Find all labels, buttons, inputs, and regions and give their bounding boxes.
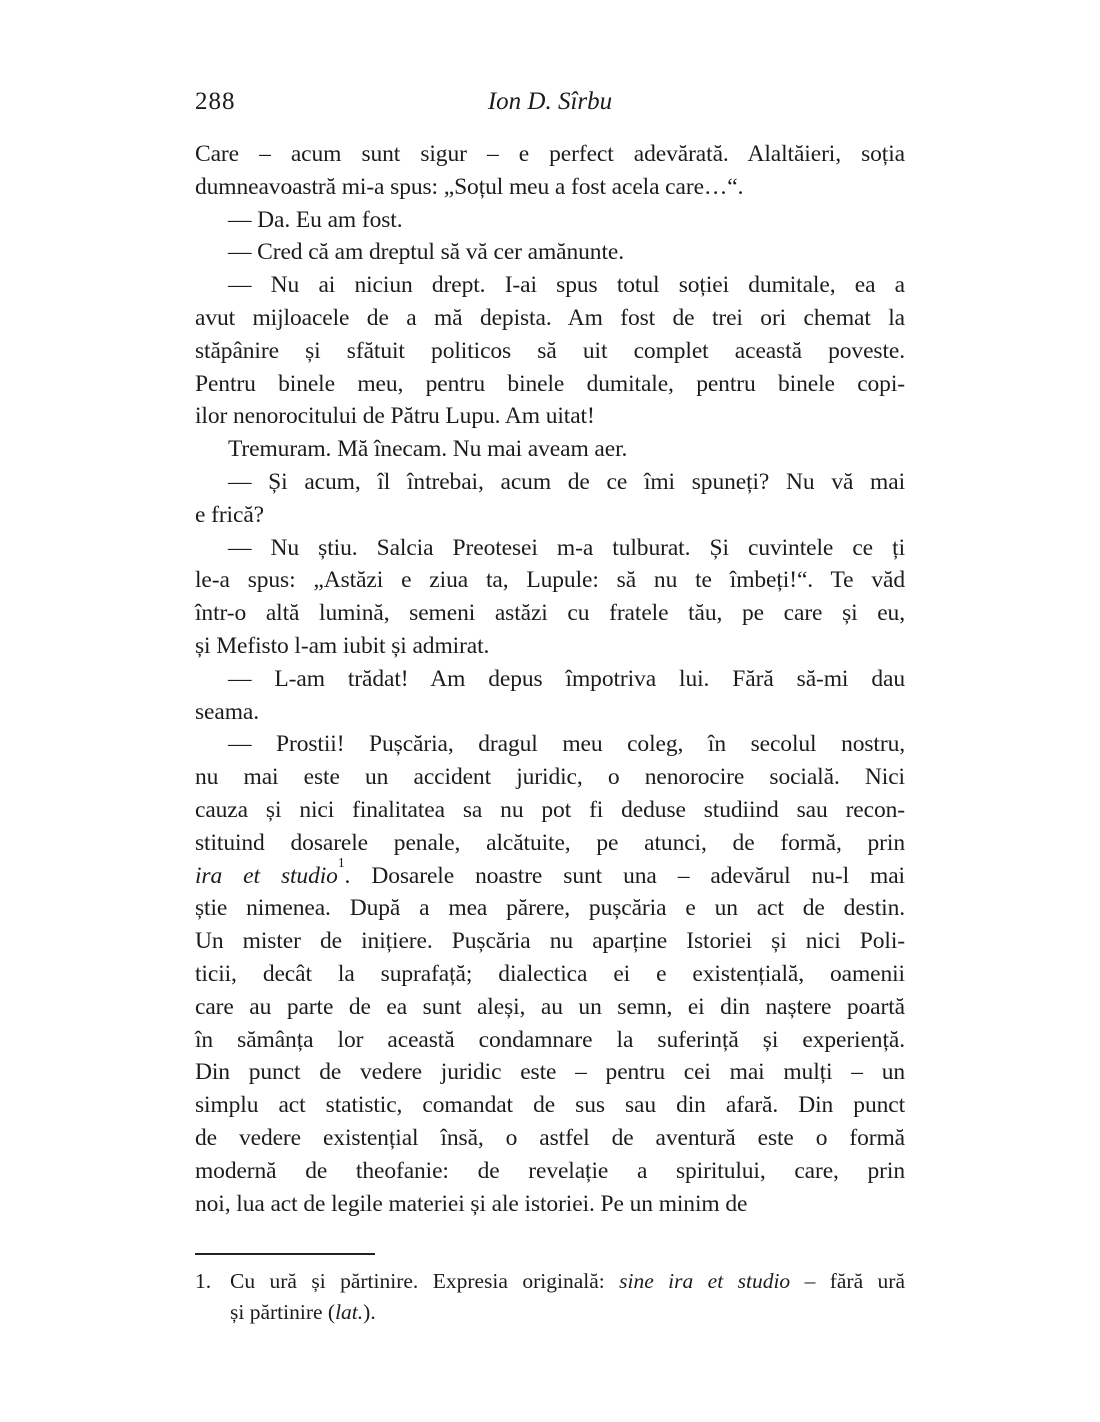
footnote-text <box>195 1266 905 1328</box>
text-line: avut mijloacele de a mă depista. Am fost de trei ori chemat la <box>195 304 905 331</box>
text-line: de vedere existențial însă, o astfel de aventură este o formă <box>195 1124 905 1151</box>
text-line: noi, lua act de legile materiei și ale istoriei. Pe un minim de <box>195 1190 748 1217</box>
text-line: — Nu știu. Salcia Preotesei m-a tulburat. Și cuvintele ce ți <box>228 534 905 561</box>
text-line: e frică? <box>195 501 264 528</box>
text-line: simplu act statistic, comandat de sus sau din afară. Din punct <box>195 1092 905 1119</box>
page-header <box>195 86 905 118</box>
text-line: Care – acum sunt sigur – e perfect adevărată. Alaltăieri, soția <box>195 141 905 167</box>
text-line: seama. <box>195 698 259 725</box>
text-line: Din punct de vedere juridic este – pentru cei mai mulți – un <box>195 1059 905 1086</box>
running-title: Ion D. Sîrbu <box>487 88 613 115</box>
text-line: stăpânire și sfătuit politicos să uit complet această poveste. <box>195 337 905 364</box>
text-line: nu mai este un accident juridic, o nenorocire socială. Nici <box>195 764 905 791</box>
text-line: știe nimenea. După a mea părere, pușcăria e un act de destin. <box>195 895 905 922</box>
text-line: dumneavoastră mi-a spus: „Soțul meu a fost acela care…“. <box>195 173 744 200</box>
page-number: 288 <box>195 88 236 115</box>
text-line: și părtinire (lat.). <box>230 1300 376 1324</box>
body-text <box>195 138 905 1220</box>
text-line: Pentru binele meu, pentru binele dumitale, pentru binele copi- <box>195 370 905 397</box>
text-line: — Prostii! Pușcăria, dragul meu coleg, în secolul nostru, <box>228 731 905 758</box>
text-line: — L-am trădat! Am depus împotriva lui. Fără să-mi dau <box>228 665 905 692</box>
text-line: în sămânța lor această condamnare la suferință și experiență. <box>195 1026 905 1053</box>
text-line: stituind dosarele penale, alcătuite, pe atunci, de formă, prin <box>195 829 905 856</box>
text-line: Tremuram. Mă înecam. Nu mai aveam aer. <box>228 436 628 463</box>
text-line: le-a spus: „Astăzi e ziua ta, Lupule: să nu te îmbeți!“. Te văd <box>195 567 905 594</box>
footnote <box>195 1266 905 1328</box>
text-line: Un mister de inițiere. Pușcăria nu aparține Istoriei și nici Poli- <box>195 928 905 955</box>
text-line: Cu ură și părtinire. Expresia originală: sine ira et studio – fără ură <box>230 1269 905 1293</box>
text-line: ilor nenorocitului de Pătru Lupu. Am uitat! <box>195 403 595 430</box>
text-line: ira et studio$^1$. Dosarele noastre sunt una – adevărul nu-l mai <box>195 854 905 889</box>
text-line: — Nu ai niciun drept. I-ai spus totul soției dumitale, ea a <box>228 272 905 299</box>
text-line: — Da. Eu am fost. <box>228 206 403 233</box>
text-line: ticii, decât la suprafață; dialectica ei e existențială, oamenii <box>195 960 905 987</box>
text-line: care au parte de ea sunt aleși, au un semn, ei din naștere poartă <box>195 993 905 1020</box>
footnote-separator-rule <box>195 1253 375 1255</box>
text-line: — Cred că am dreptul să vă cer amănunte. <box>228 239 624 266</box>
footnote-marker: 1. <box>195 1269 212 1293</box>
text-line: modernă de theofanie: de revelație a spiritului, care, prin <box>195 1157 905 1184</box>
text-line: — Și acum, îl întrebai, acum de ce îmi spuneți? Nu vă mai <box>228 468 905 495</box>
text-line: cauza și nici finalitatea sa nu pot fi deduse studiind sau recon- <box>195 796 905 823</box>
text-line: și Mefisto l-am iubit și admirat. <box>195 632 490 659</box>
text-line: într-o altă lumină, semeni astăzi cu fratele tău, pe care și eu, <box>195 600 905 627</box>
